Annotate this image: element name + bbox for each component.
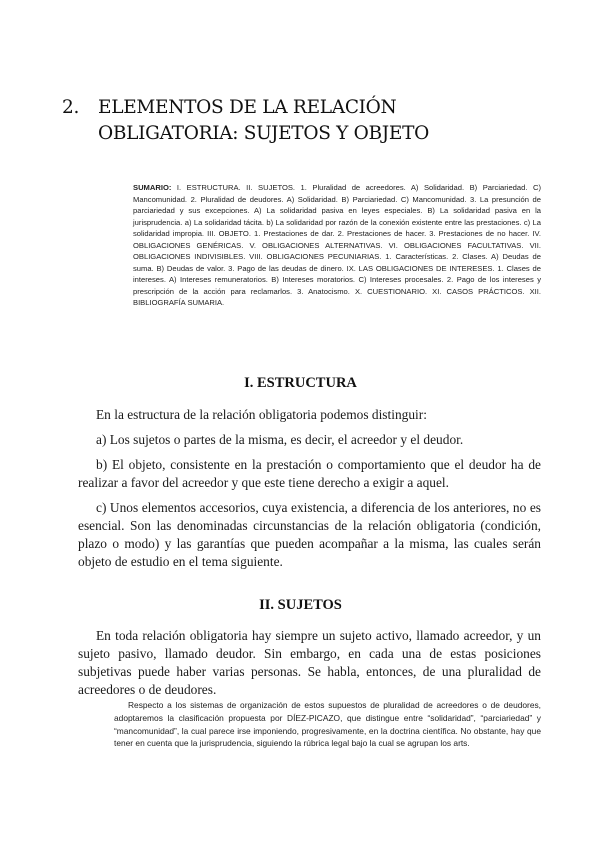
chapter-title-text bbox=[98, 95, 528, 147]
small-print-note bbox=[114, 699, 541, 750]
section-heading-sujetos: II. SUJETOS bbox=[259, 597, 342, 613]
section-heading-estructura: I. ESTRUCTURA bbox=[244, 375, 357, 391]
chapter-title-line-2: OBLIGATORIA: SUJETOS Y OBJETO bbox=[98, 123, 430, 144]
note-paragraph: Respecto a los sistemas de organización de estos supuestos de pluralidad de acreedores o de deudores, adoptaremos la clasificación propuesta por DÍEZ-PICAZO, que distingue entre “solidaridad”, “parciariedad” y “mancomunidad”, la cual parece irse imponiendo, progresivamente, en la doctrina científica. No obstante, hay que tener en cuenta que la jurisprudencia, siguiendo la rúbrica legal bajo la cual se agrupan los arts. bbox=[114, 700, 541, 749]
paragraph: c) Unos elementos accesorios, cuya existencia, a diferencia de los anteriores, no es esencial. Son las denominadas circunstancias de la relación obligatoria (condición, plazo o modo) y las garantías que pueden acompañar a la misma, las cuales serán objeto de estudio en el tema siguiente. bbox=[78, 500, 541, 569]
paragraph: En toda relación obligatoria hay siempre un sujeto activo, llamado acreedor, y un sujeto pasivo, llamado deudor. Sin embargo, en cada una de estas posiciones subjetivas puede haber varias personas. Se habla, entonces, de una pluralidad de acreedores o de deudores. bbox=[78, 628, 541, 697]
chapter-number: 2. bbox=[62, 97, 80, 118]
paragraph: En la estructura de la relación obligatoria podemos distinguir: bbox=[96, 407, 427, 422]
summary-block bbox=[133, 182, 541, 309]
summary-label: SUMARIO: bbox=[133, 183, 172, 192]
section-body-estructura bbox=[78, 406, 541, 571]
paragraph: a) Los sujetos o partes de la misma, es decir, el acreedor y el deudor. bbox=[96, 432, 464, 447]
summary-text: I. ESTRUCTURA. II. SUJETOS. 1. Pluralidad de acreedores. A) Solidaridad. B) Parciariedad. C) Mancomunidad. 2. Pluralidad de deudores. A) Solidaridad. B) Parciariedad. C) Mancomunidad. 3. La presunción de parciariedad y sus excepciones. A) La solidaridad pasiva en leyes especiales. B) La solidaridad pasiva en la jurisprudencia. a) La solidaridad tácita. b) La solidaridad por razón de la conexión existente entre las prestaciones. c) La solidaridad impropia. III. OBJETO. 1. Prestaciones de dar. 2. Prestaciones de hacer. 3. Prestaciones de no hacer. IV. OBLIGACIONES GENÉRICAS. V. OBLIGACIONES ALTERNATIVAS. VI. OBLIGACIONES FACULTATIVAS. VII. OBLIGACIONES INDIVISIBLES. VIII. OBLIGACIONES PECUNIARIAS. 1. Características. 2. Clases. A) Deudas de suma. B) Deudas de valor. 3. Pago de las deudas de dinero. IX. LAS OBLIGACIONES DE INTERESES. 1. Clases de intereses. A) Intereses remuneratorios. B) Intereses moratorios. C) Intereses procesales. 2. Pago de los intereses y prescripción de la acción para reclamarlos. 3. Anatocismo. X. CUESTIONARIO. XI. CASOS PRÁCTICOS. XII. BIBLIOGRAFÍA SUMARIA. bbox=[133, 183, 541, 307]
paragraph: b) El objeto, consistente en la prestación o comportamiento que el deudor ha de realizar a favor del acreedor y que este tiene derecho a exigir a aquel. bbox=[78, 457, 541, 490]
chapter-title-line-1: ELEMENTOS DE LA RELACIÓN bbox=[98, 97, 397, 118]
section-body-sujetos bbox=[78, 627, 541, 699]
